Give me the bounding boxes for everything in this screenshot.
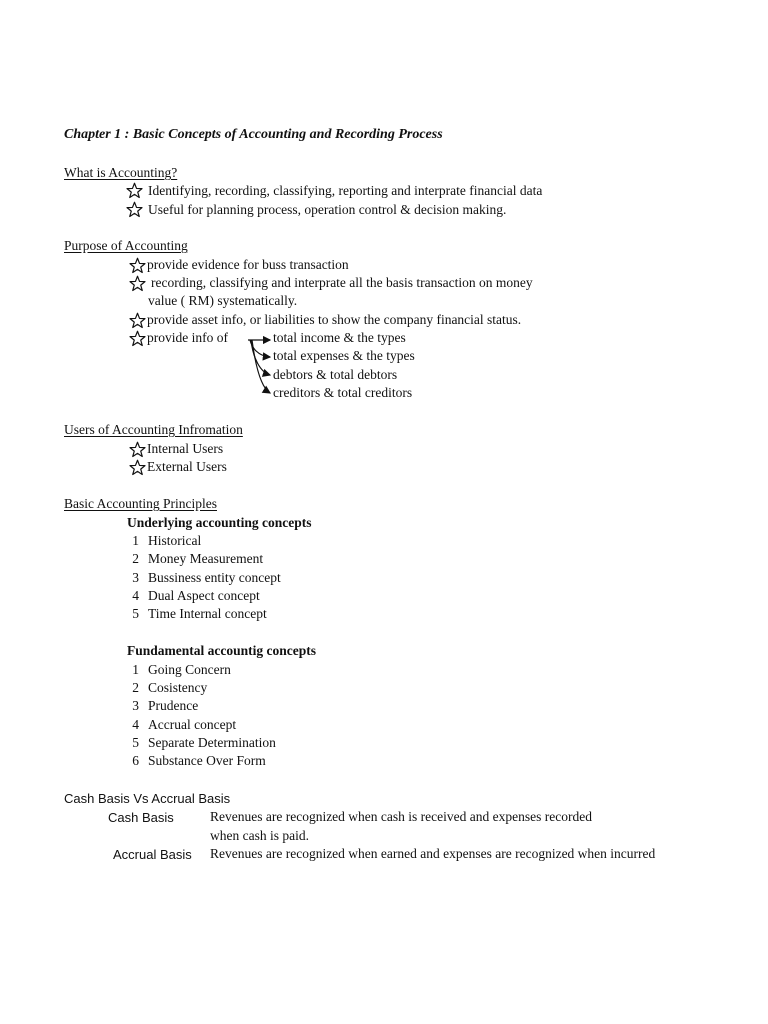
list-item: Historical	[148, 533, 202, 548]
list-number: 1	[132, 662, 139, 677]
list-item: Going Concern	[148, 662, 231, 677]
cash-basis-text: Revenues are recognized when cash is received and expenses recorded	[210, 809, 592, 824]
list-number: 3	[132, 698, 139, 713]
purpose-item: provide evidence for buss transaction	[147, 257, 349, 272]
what-is-item: Useful for planning process, operation control & decision making.	[148, 202, 507, 217]
users-item: External Users	[147, 459, 227, 474]
list-item: Time Internal concept	[148, 606, 267, 621]
cash-basis-label: Cash Basis	[108, 810, 174, 825]
branch-arrows-icon	[244, 330, 276, 400]
what-is-item: Identifying, recording, classifying, reporting and interprate financial data	[148, 183, 543, 198]
cash-vs-accrual-heading: Cash Basis Vs Accrual Basis	[64, 791, 231, 806]
principles-heading: Basic Accounting Principles	[64, 496, 217, 511]
purpose-item: provide info of	[147, 330, 228, 345]
fundamental-heading: Fundamental accountig concepts	[127, 643, 316, 658]
list-item: Accrual concept	[148, 717, 237, 732]
cash-basis-text-continued: when cash is paid.	[210, 828, 309, 843]
info-of-item: total income & the types	[273, 330, 406, 345]
purpose-item: provide asset info, or liabilities to show the company financial status.	[147, 312, 522, 327]
list-number: 4	[132, 588, 139, 603]
info-of-item: creditors & total creditors	[273, 385, 413, 400]
chapter-title: Chapter 1 : Basic Concepts of Accounting and Recording Process	[64, 127, 443, 142]
star-bullet-icon	[129, 312, 146, 329]
list-number: 5	[132, 606, 139, 621]
star-bullet-icon	[129, 257, 146, 274]
list-item: Money Measurement	[148, 551, 264, 566]
list-number: 4	[132, 717, 139, 732]
info-of-item: total expenses & the types	[273, 348, 415, 363]
purpose-item: recording, classifying and interprate all the basis transaction on money	[151, 275, 533, 290]
users-heading: Users of Accounting Infromation	[64, 422, 243, 437]
star-bullet-icon	[129, 330, 146, 347]
list-number: 2	[132, 680, 139, 695]
star-bullet-icon	[126, 182, 143, 199]
list-item: Dual Aspect concept	[148, 588, 260, 603]
info-of-item: debtors & total debtors	[273, 367, 398, 382]
star-bullet-icon	[129, 275, 146, 292]
list-number: 5	[132, 735, 139, 750]
users-item: Internal Users	[147, 441, 224, 456]
star-bullet-icon	[126, 201, 143, 218]
star-bullet-icon	[129, 459, 146, 476]
list-number: 2	[132, 551, 139, 566]
what-is-accounting-heading: What is Accounting?	[64, 165, 178, 180]
purpose-item-continued: value ( RM) systematically.	[148, 293, 298, 308]
list-item: Prudence	[148, 698, 199, 713]
underlying-heading: Underlying accounting concepts	[127, 515, 312, 530]
list-item: Substance Over Form	[148, 753, 266, 768]
list-item: Separate Determination	[148, 735, 276, 750]
purpose-heading: Purpose of Accounting	[64, 238, 188, 253]
list-item: Bussiness entity concept	[148, 570, 281, 585]
accrual-basis-label: Accrual Basis	[113, 847, 192, 862]
star-bullet-icon	[129, 441, 146, 458]
list-number: 1	[132, 533, 139, 548]
list-number: 6	[132, 753, 139, 768]
list-number: 3	[132, 570, 139, 585]
accrual-basis-text: Revenues are recognized when earned and expenses are recognized when incurred	[210, 847, 656, 861]
list-item: Cosistency	[148, 680, 208, 695]
